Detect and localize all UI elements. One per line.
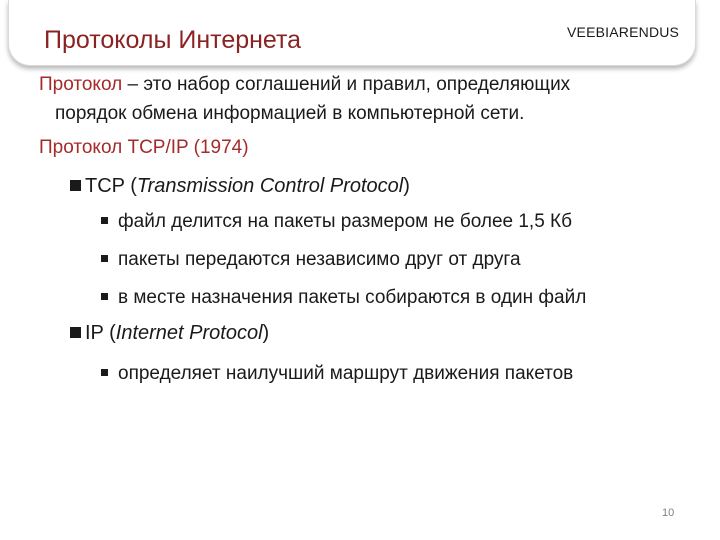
ip-bullet-text: определяет наилучший маршрут движения пакетов [118, 363, 574, 384]
definition-line-2: порядок обмена информацией в компьютерной сети. [55, 103, 525, 124]
tcp-item [70, 175, 410, 198]
checkbox-bullet-icon [70, 180, 81, 191]
ip-close-paren: ) [262, 322, 270, 344]
ip-item [70, 322, 269, 345]
tcp-bullet-1 [101, 211, 572, 233]
slide-title: Протоколы Интернета [44, 26, 302, 54]
square-bullet-icon [101, 293, 108, 300]
tcp-bullet-text: в месте назначения пакеты собираются в один файл [118, 287, 587, 308]
page-number: 10 [662, 507, 675, 519]
definition-text-1: – это набор соглашений и правил, определяющих [122, 74, 571, 95]
square-bullet-icon [101, 217, 108, 224]
tcp-bullet-text: пакеты передаются независимо друг от друга [118, 249, 521, 270]
tcp-open-paren: ( [124, 175, 137, 197]
square-bullet-icon [101, 255, 108, 262]
tcp-full-name: Transmission Control Protocol [136, 175, 404, 197]
ip-full-name: Internet Protocol [115, 322, 263, 344]
checkbox-bullet-icon [70, 327, 81, 338]
tcp-close-paren: ) [403, 175, 410, 197]
tcp-bullet-text: файл делится на пакеты размером не более 1,5 Кб [118, 211, 572, 232]
definition-term: Протокол [39, 74, 123, 95]
square-bullet-icon [101, 369, 108, 376]
subheading: Протокол TCP/IP (1974) [39, 137, 249, 158]
definition-line-1 [39, 74, 570, 96]
tcp-bullet-3 [101, 287, 586, 309]
ip-acronym: IP [85, 322, 104, 344]
ip-open-paren: ( [103, 322, 116, 344]
ip-bullet-1 [101, 363, 573, 385]
brand-label: VEEBIARENDUS [567, 24, 680, 40]
tcp-bullet-2 [101, 249, 521, 271]
tcp-acronym: TCP [85, 175, 125, 197]
